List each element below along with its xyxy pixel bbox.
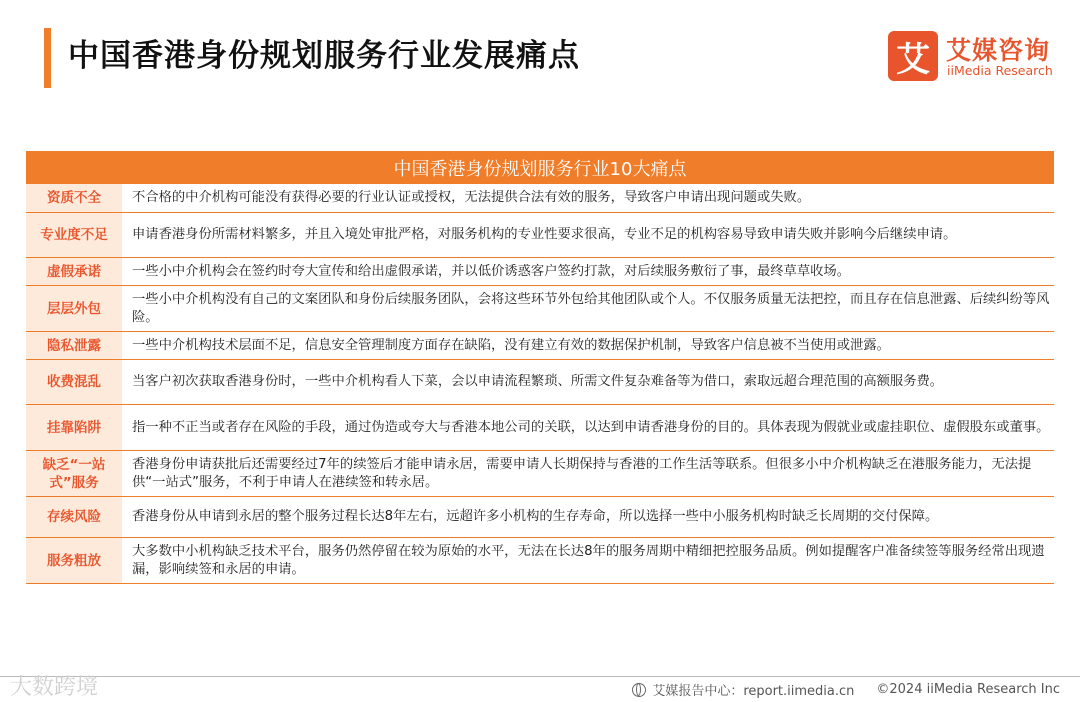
footer-info (632, 680, 1060, 699)
row-text: 一些小中介机构会在签约时夸大宣传和给出虚假承诺，并以低价诱惑客户签约打款，对后续服务敷衍了事，最终草草收场。 (132, 263, 851, 279)
row-label: 存续风险 (26, 497, 122, 537)
footer-divider (0, 676, 1080, 677)
row-label: 专业度不足 (26, 213, 122, 257)
table-row (26, 286, 1054, 332)
logo-mark-icon: 艾 (888, 31, 938, 81)
row-text: 一些小中介机构没有自己的文案团队和身份后续服务团队，会将这些环节外包给其他团队或个人。不仅服务质量无法把控，而且存在信息泄露、后续纠纷等风险。 (132, 291, 1050, 325)
row-text: 申请香港身份所需材料繁多，并且入境处审批严格，对服务机构的专业性要求很高，专业不足的机构容易导致申请失败并影响今后继续申请。 (132, 227, 957, 242)
row-text: 当客户初次获取香港身份时，一些中介机构看人下菜，会以申请流程繁琐、所需文件复杂难备等为借口，索取远超合理范围的高额服务费。 (132, 374, 944, 389)
table-row (26, 213, 1054, 258)
table-row (26, 497, 1054, 538)
row-text: 不合格的中介机构可能没有获得必要的行业认证或授权，无法提供合法有效的服务，导致客户申请出现问题或失败。 (132, 190, 811, 205)
title-accent-bar (44, 28, 51, 88)
table-row (26, 405, 1054, 451)
row-text: 香港身份申请获批后还需要经过7年的续签后才能申请永居，需要申请人长期保持与香港的工作生活等联系。但很多小中介机构缺乏在港服务能力，无法提供“一站式”服务，不利于申请人在港续签和转永居。 (132, 456, 1032, 490)
table-row (26, 538, 1054, 584)
table-row (26, 451, 1054, 497)
table-row (26, 258, 1054, 286)
row-label: 服务粗放 (26, 538, 122, 583)
page-title: 中国香港身份规划服务行业发展痛点 (68, 38, 580, 74)
footer-copyright: ©2024 iiMedia Research Inc (876, 682, 1060, 697)
row-label: 隐私泄露 (26, 332, 122, 359)
pain-points-table (26, 151, 1054, 584)
watermark: 大数跨境 (10, 675, 99, 700)
row-text: 一些中介机构技术层面不足，信息安全管理制度方面存在缺陷，没有建立有效的数据保护机制，导致客户信息被不当使用或泄露。 (132, 337, 890, 353)
row-label: 层层外包 (26, 286, 122, 331)
table-title: 中国香港身份规划服务行业10大痛点 (26, 151, 1054, 184)
footer-site: 艾媒报告中心：report.iimedia.cn (652, 684, 855, 699)
row-label: 虚假承诺 (26, 258, 122, 285)
row-label: 缺乏“一站式”服务 (26, 451, 122, 496)
row-text: 指一种不正当或者存在风险的手段，通过伪造或夸大与香港本地公司的关联，以达到申请香港身份的目的。具体表现为假就业或虚挂职位、虚假股东或董事。 (132, 419, 1050, 435)
table-row (26, 332, 1054, 360)
table-row (26, 360, 1054, 405)
row-label: 资质不全 (26, 184, 122, 212)
row-text: 香港身份从申请到永居的整个服务过程长达8年左右，远超许多小机构的生存寿命，所以选择一些中小服务机构时缺乏长周期的交付保障。 (132, 509, 939, 524)
row-label: 挂靠陷阱 (26, 405, 122, 450)
iimedia-logo (888, 31, 1063, 81)
logo-english-name: iiMedia Research (947, 63, 1053, 78)
row-label: 收费混乱 (26, 360, 122, 404)
globe-icon (632, 683, 646, 697)
table-row (26, 184, 1054, 213)
row-text: 大多数中小机构缺乏技术平台，服务仍然停留在较为原始的水平，无法在长达8年的服务周期中精细把控服务品质。例如提醒客户准备续签等服务经常出现遗漏，影响续签和永居的申请。 (132, 543, 1045, 577)
logo-chinese-name: 艾媒咨询 (946, 36, 1051, 65)
